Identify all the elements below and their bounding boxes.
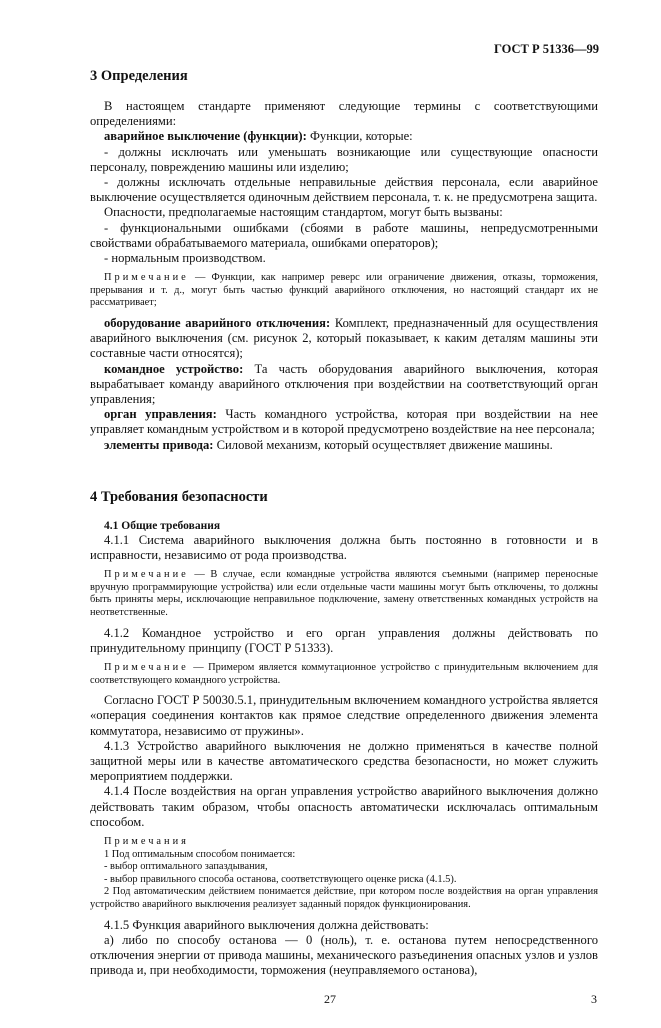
page-number-center: 27 xyxy=(324,992,336,1007)
page-footer xyxy=(90,992,598,1008)
section-3-title: 3 Определения xyxy=(90,68,188,84)
term-definition xyxy=(90,316,598,362)
paragraph: 4.1.4 После воздействия на орган управления устройство аварийного выключения должно действовать таким образом, чтобы опасность автоматически исключалась оптимальным способом. xyxy=(90,784,598,829)
paragraph: Согласно ГОСТ Р 50030.5.1, принудительным включением командного устройства является «операция соединения контактов как прямое следствие определенного движения элемента коммутатора, независимо от пружины». xyxy=(90,693,598,738)
document-header: ГОСТ Р 51336—99 xyxy=(493,42,599,56)
note-label: Примечание xyxy=(104,569,189,581)
term: оборудование аварийного отключения: xyxy=(104,316,331,331)
paragraph: - нормальным производством. xyxy=(104,251,266,266)
term: аварийное выключение (функции): xyxy=(104,129,307,144)
note: 2 Под автоматическим действием понимается действие, при котором после воздействия на орган управления устройство аварийного выключения реализует заданный порядок функционирования. xyxy=(90,886,598,911)
definition: Силовой механизм, который осуществляет движение машины. xyxy=(213,437,553,452)
note: 1 Под оптимальным способом понимается: xyxy=(104,848,296,860)
definition: Та часть оборудования аварийного выключения, которая вырабатывает команду аварийного отключения при воздействии на соответствующий орган управления; xyxy=(90,361,598,407)
note-text: — Функции, как например реверс или ограничение движения, отказы, торможения, прерывания и т. д., могут быть частью функций аварийного отключения, но настоящий стандарт их не рассматривает; xyxy=(90,272,598,309)
paragraph: 4.1.1 Система аварийного выключения должна быть постоянно в готовности и в исправности, независимо от рода производства. xyxy=(90,532,598,563)
paragraph: 4.1.3 Устройство аварийного выключения не должно применяться в качестве полной защитной меры или в качестве автоматического средства безопасности, но может служить мероприятием поддержки. xyxy=(90,738,598,784)
paragraph: - функциональными ошибками (сбоями в работе машины, непредусмотренными свойствами обрабатываемого материала, ошибками операторов); xyxy=(90,220,598,250)
paragraph: В настоящем стандарте применяют следующие термины с соответствующими определениями: xyxy=(90,99,598,129)
paragraph: 4.1.5 Функция аварийного выключения должна действовать: xyxy=(104,917,429,932)
note xyxy=(90,272,598,310)
term-definition xyxy=(90,129,598,144)
term: командное устройство: xyxy=(104,361,244,376)
paragraph: 4.1.2 Командное устройство и его орган управления должны действовать по принудительному принципу (ГОСТ Р 51333). xyxy=(90,625,598,655)
term-definition xyxy=(90,438,598,453)
paragraph: Опасности, предполагаемые настоящим стандартом, могут быть вызваны: xyxy=(104,205,503,220)
page-body xyxy=(90,0,598,978)
definition: Комплект, предназначенный для осуществления аварийного выключения (см. рисунок 2, который показывает, к каким деталям машины эти составные части относятся); xyxy=(90,316,599,361)
definition: Часть командного устройства, которая при воздействии на нее управляет командным устройством и в которой предусмотрено воздействие на нее персонала; xyxy=(90,407,598,437)
definition: Функции, которые: xyxy=(306,129,413,144)
term: элементы привода: xyxy=(104,437,214,452)
note-text: — Примером является коммутационное устройство с принудительным включением для соответствующего командного устройства. xyxy=(90,662,598,686)
term: орган управления: xyxy=(104,407,217,422)
page-number-right: 3 xyxy=(591,992,597,1007)
subsection-title: 4.1 Общие требования xyxy=(104,519,221,532)
paragraph: - должны исключать отдельные неправильные действия персонала, если аварийное выключение осуществляется одиночным действием персонала, т. к. не предусмотрена защита. xyxy=(90,175,598,205)
note: - выбор оптимального запаздывания, xyxy=(104,861,268,873)
term-definition xyxy=(90,407,598,437)
note: - выбор правильного способа останова, соответствующего оценке риска (4.1.5). xyxy=(104,873,457,885)
note-text: — В случае, если командные устройства являются съемными (например переносные вручную программирующие устройства) или если отдельные части машины могут быть отключены, то должны быть приняты меры, исключающие неправильное подключение, замену ответственных командных устройств на неответственные. xyxy=(90,569,598,619)
paragraph: а) либо по способу останова — 0 (ноль), т. е. останова путем непосредственного отключения энергии от привода машины, механического разъединения опасных узлов и узлов привода и, при необходимости, торможения (неуправляемого останова), xyxy=(90,932,598,978)
note xyxy=(90,569,598,619)
term-definition xyxy=(90,362,598,408)
note-label: Примечание xyxy=(104,662,189,674)
paragraph: - должны исключать или уменьшать возникающие или существующие опасности персоналу, повреждению машины или изделию; xyxy=(90,144,598,174)
section-4-title: 4 Требования безопасности xyxy=(90,488,268,505)
note-label: Примечание xyxy=(104,272,189,284)
notes-label: Примечания xyxy=(104,836,189,848)
note xyxy=(90,662,598,687)
